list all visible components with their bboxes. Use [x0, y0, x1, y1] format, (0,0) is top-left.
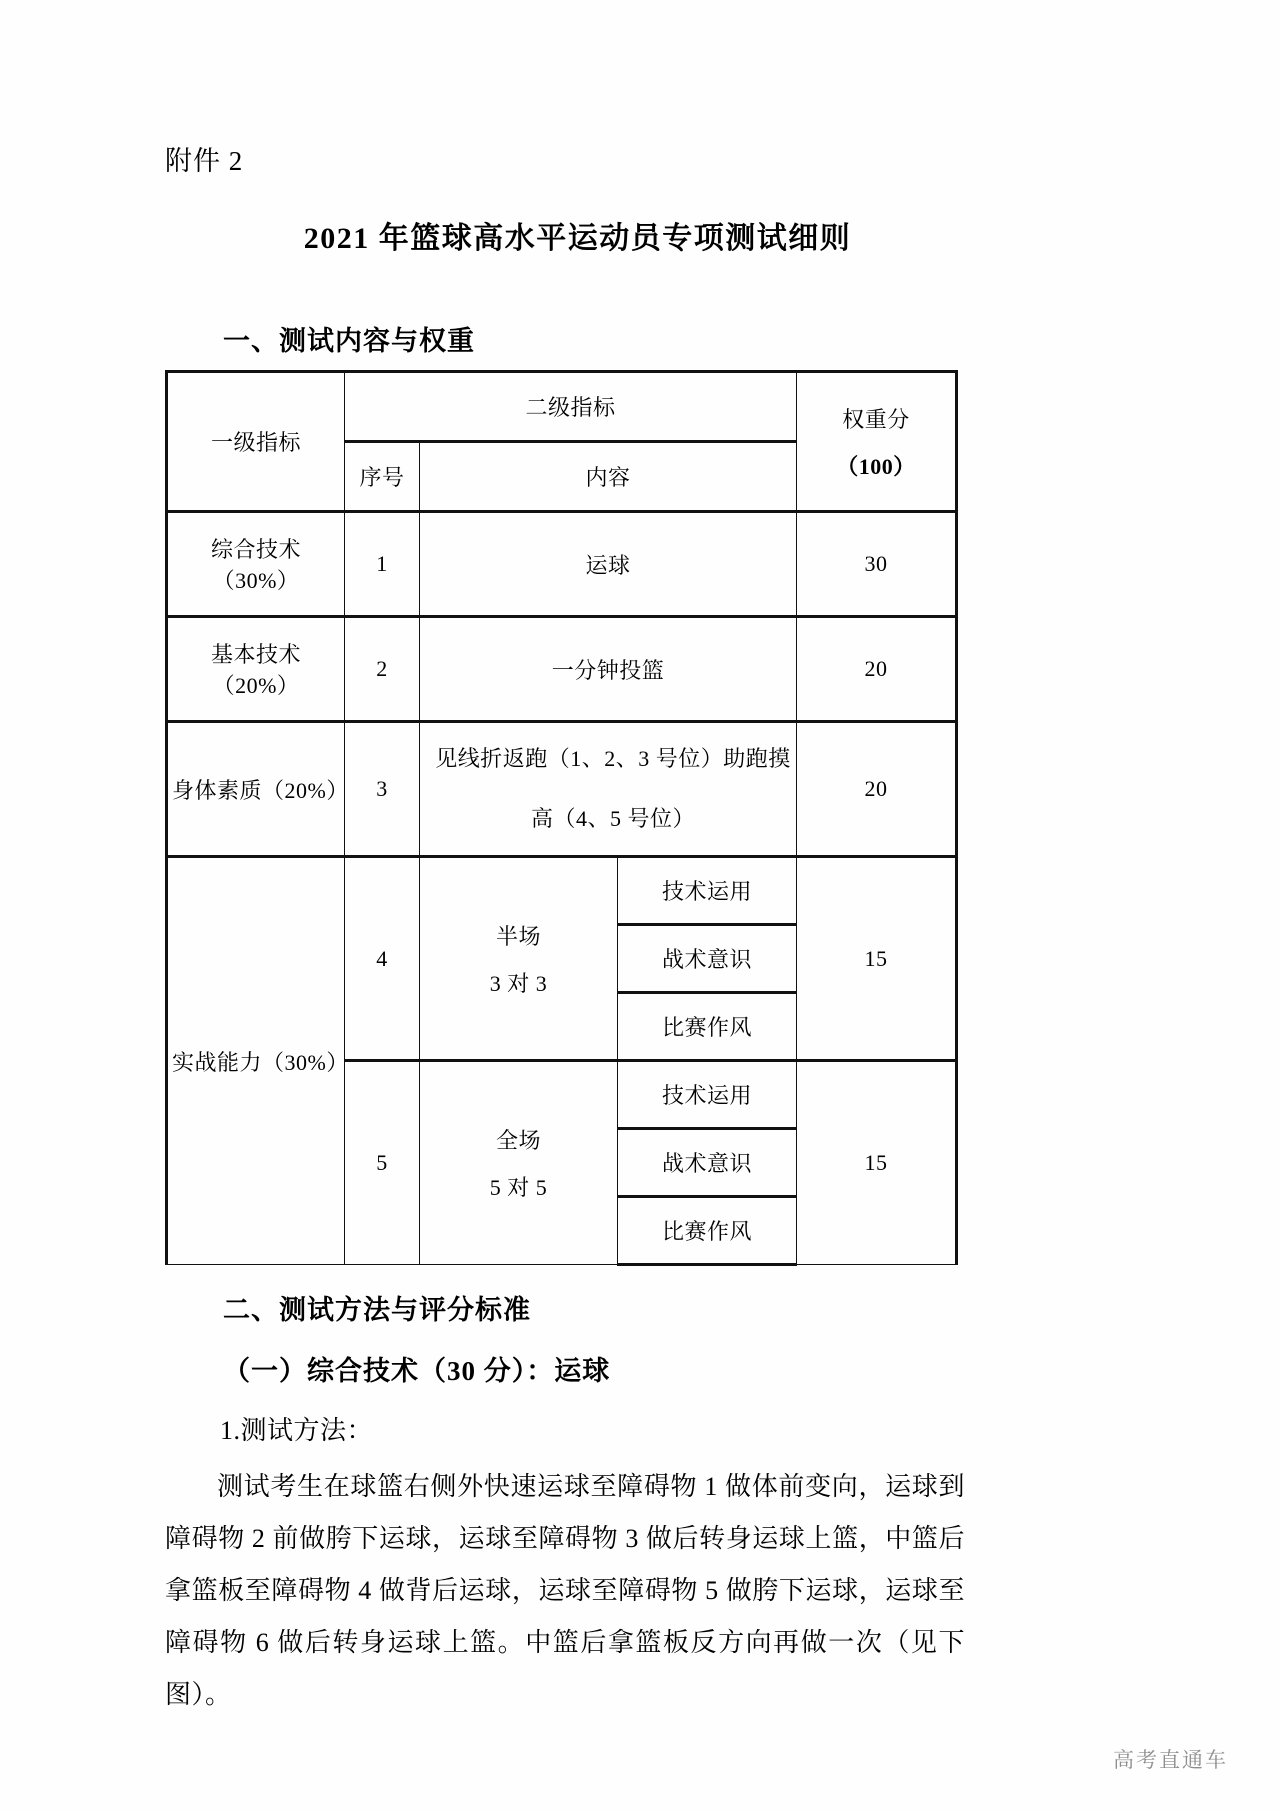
- spacer: [424, 1155, 613, 1171]
- row1-seq: 1: [345, 512, 420, 617]
- row1-weight: 30: [797, 512, 957, 617]
- row4-mode-line1: 半场: [495, 923, 541, 949]
- page-title: 2021 年篮球高水平运动员专项测试细则: [303, 222, 852, 255]
- header-level2: 二级指标: [345, 372, 797, 442]
- row3-weight: 20: [797, 722, 957, 857]
- spacer: [424, 951, 613, 967]
- row2-level1: 基本技术（20%）: [167, 617, 345, 722]
- method-text: 测试考生在球篮右侧外快速运球至障碍物 1 做体前变向，运球到障碍物 2 前做胯下运球，运球至障碍物 3 做后转身运球上篮，中篮后拿篮板至障碍物 4 做背后运球，运球至障碍物 5 做胯下运球，运球至障碍物 6 做后转身运球上篮。中篮后拿篮板反方向再做一次（见下图）。: [165, 1472, 965, 1709]
- row5-weight: 15: [797, 1061, 957, 1265]
- attachment-label: 附件 2: [165, 146, 244, 176]
- row5-seq: 5: [345, 1061, 420, 1265]
- row3-seq: 3: [345, 722, 420, 857]
- spacer: [801, 434, 951, 450]
- table-row: [167, 512, 957, 617]
- row2-weight: 20: [797, 617, 957, 722]
- row3-content: [420, 722, 797, 857]
- row4-criterion-2: 战术意识: [618, 925, 797, 993]
- row2-content: 一分钟投篮: [420, 617, 797, 722]
- row5-criterion-3: 比赛作风: [618, 1197, 797, 1265]
- subsection-heading: （一）综合技术（30 分）：运球: [223, 1356, 611, 1386]
- row4-level1: 实战能力（30%）: [167, 857, 345, 1265]
- section-two-heading: 二、测试方法与评分标准: [223, 1295, 531, 1325]
- row5-criterion-1: 技术运用: [618, 1061, 797, 1129]
- header-seq: 序号: [345, 442, 420, 512]
- header-level1: 一级指标: [167, 372, 345, 512]
- row3-level1: 身体素质（20%）: [167, 722, 345, 857]
- row5-mode: [420, 1061, 618, 1265]
- row5-mode-line2: 5 对 5: [489, 1175, 548, 1200]
- row4-criterion-3: 比赛作风: [618, 993, 797, 1061]
- table-header-row-1: [167, 372, 957, 442]
- table-row: [167, 617, 957, 722]
- test-content-weight-table: [165, 370, 958, 1266]
- document-body: [165, 0, 965, 1721]
- header-weight-line2: （100）: [836, 453, 916, 479]
- row2-seq: 2: [345, 617, 420, 722]
- row4-mode: [420, 857, 618, 1061]
- watermark: 高考直通车: [1113, 1749, 1228, 1772]
- row3-content-line1: 见线折返跑（1、2、3 号位）助跑摸: [435, 746, 791, 771]
- row1-content: 运球: [420, 512, 797, 617]
- spacer: [434, 781, 792, 797]
- section-one-heading: 一、测试内容与权重: [223, 326, 475, 356]
- table-row: [167, 722, 957, 857]
- row1-level1: 综合技术（30%）: [167, 512, 345, 617]
- row4-mode-line2: 3 对 3: [489, 970, 548, 996]
- row3-content-line2: 高（4、5 号位）: [531, 806, 696, 831]
- method-label: 1.测试方法：: [220, 1416, 374, 1445]
- header-weight-line1: 权重分: [842, 406, 910, 432]
- row5-mode-line1: 全场: [495, 1128, 541, 1153]
- row4-weight: 15: [797, 857, 957, 1061]
- row5-criterion-2: 战术意识: [618, 1129, 797, 1197]
- table-row: [167, 857, 957, 925]
- header-weight: [797, 372, 957, 512]
- row4-seq: 4: [345, 857, 420, 1061]
- header-content: 内容: [420, 442, 797, 512]
- row4-criterion-1: 技术运用: [618, 857, 797, 925]
